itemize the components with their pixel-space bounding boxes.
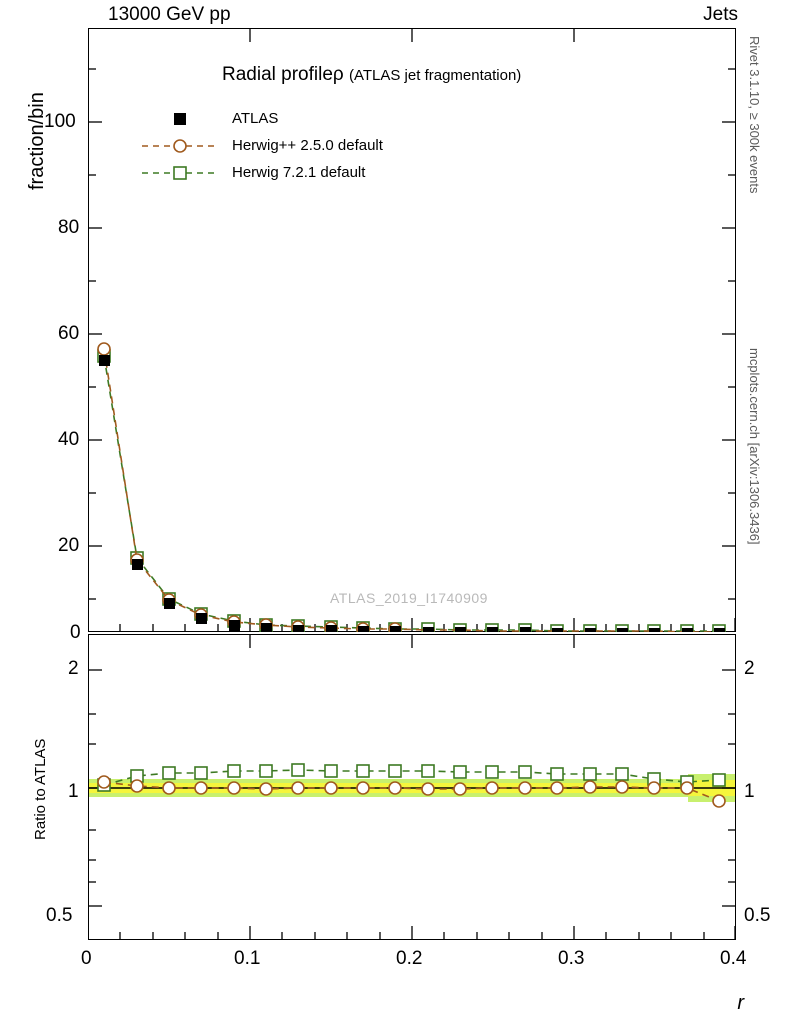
y-tick-label-main-20: 20 bbox=[58, 535, 80, 556]
y-tick-label-ratio-right-05: 0.5 bbox=[744, 905, 771, 926]
y-axis-title-main: fraction/bin bbox=[26, 92, 48, 190]
y-tick-label-ratio-left-05: 0.5 bbox=[46, 905, 73, 926]
legend-label-atlas: ATLAS bbox=[232, 110, 279, 127]
x-tick-label-02: 0.2 bbox=[396, 948, 423, 969]
y-tick-label-ratio-left-2: 2 bbox=[68, 658, 79, 679]
main-axis-ticks bbox=[88, 28, 736, 632]
y-tick-label-ratio-left-1: 1 bbox=[68, 781, 79, 802]
legend-label-herwigpp: Herwig++ 2.5.0 default bbox=[232, 137, 383, 154]
main-series-atlas bbox=[99, 355, 725, 632]
x-tick-label-04: 0.4 bbox=[720, 948, 747, 969]
y-tick-label-main-0: 0 bbox=[70, 622, 81, 643]
x-tick-label-03: 0.3 bbox=[558, 948, 585, 969]
y-tick-label-ratio-right-2: 2 bbox=[744, 658, 755, 679]
x-tick-label-01: 0.1 bbox=[234, 948, 261, 969]
y-tick-label-ratio-right-1: 1 bbox=[744, 781, 755, 802]
plot-title-main: Radial profileρ bbox=[222, 64, 344, 85]
legend-label-herwig7: Herwig 7.2.1 default bbox=[232, 164, 366, 181]
dataset-watermark: ATLAS_2019_I1740909 bbox=[330, 590, 488, 606]
y-tick-label-main-40: 40 bbox=[58, 429, 80, 450]
y-tick-label-main-80: 80 bbox=[58, 217, 80, 238]
ratio-plot-canvas bbox=[88, 634, 736, 940]
side-annotation-top: Rivet 3.1.10, ≥ 300k events bbox=[747, 36, 762, 194]
side-annotation-middle: mcplots.cern.ch [arXiv:1306.3436] bbox=[747, 348, 762, 545]
main-series-herwigpp bbox=[98, 343, 719, 632]
main-series-herwig7 bbox=[98, 350, 725, 632]
y-tick-label-main-100: 100 bbox=[44, 111, 76, 132]
main-plot-canvas bbox=[88, 28, 736, 632]
x-axis-title: r bbox=[737, 992, 744, 1014]
plot-title-sub: (ATLAS jet fragmentation) bbox=[348, 67, 522, 84]
x-tick-label-0: 0 bbox=[81, 948, 92, 969]
header-right-label: Jets bbox=[703, 4, 738, 25]
y-tick-label-main-60: 60 bbox=[58, 323, 80, 344]
header-left-label: 13000 GeV pp bbox=[108, 4, 231, 25]
y-axis-title-ratio: Ratio to ATLAS bbox=[32, 738, 49, 840]
